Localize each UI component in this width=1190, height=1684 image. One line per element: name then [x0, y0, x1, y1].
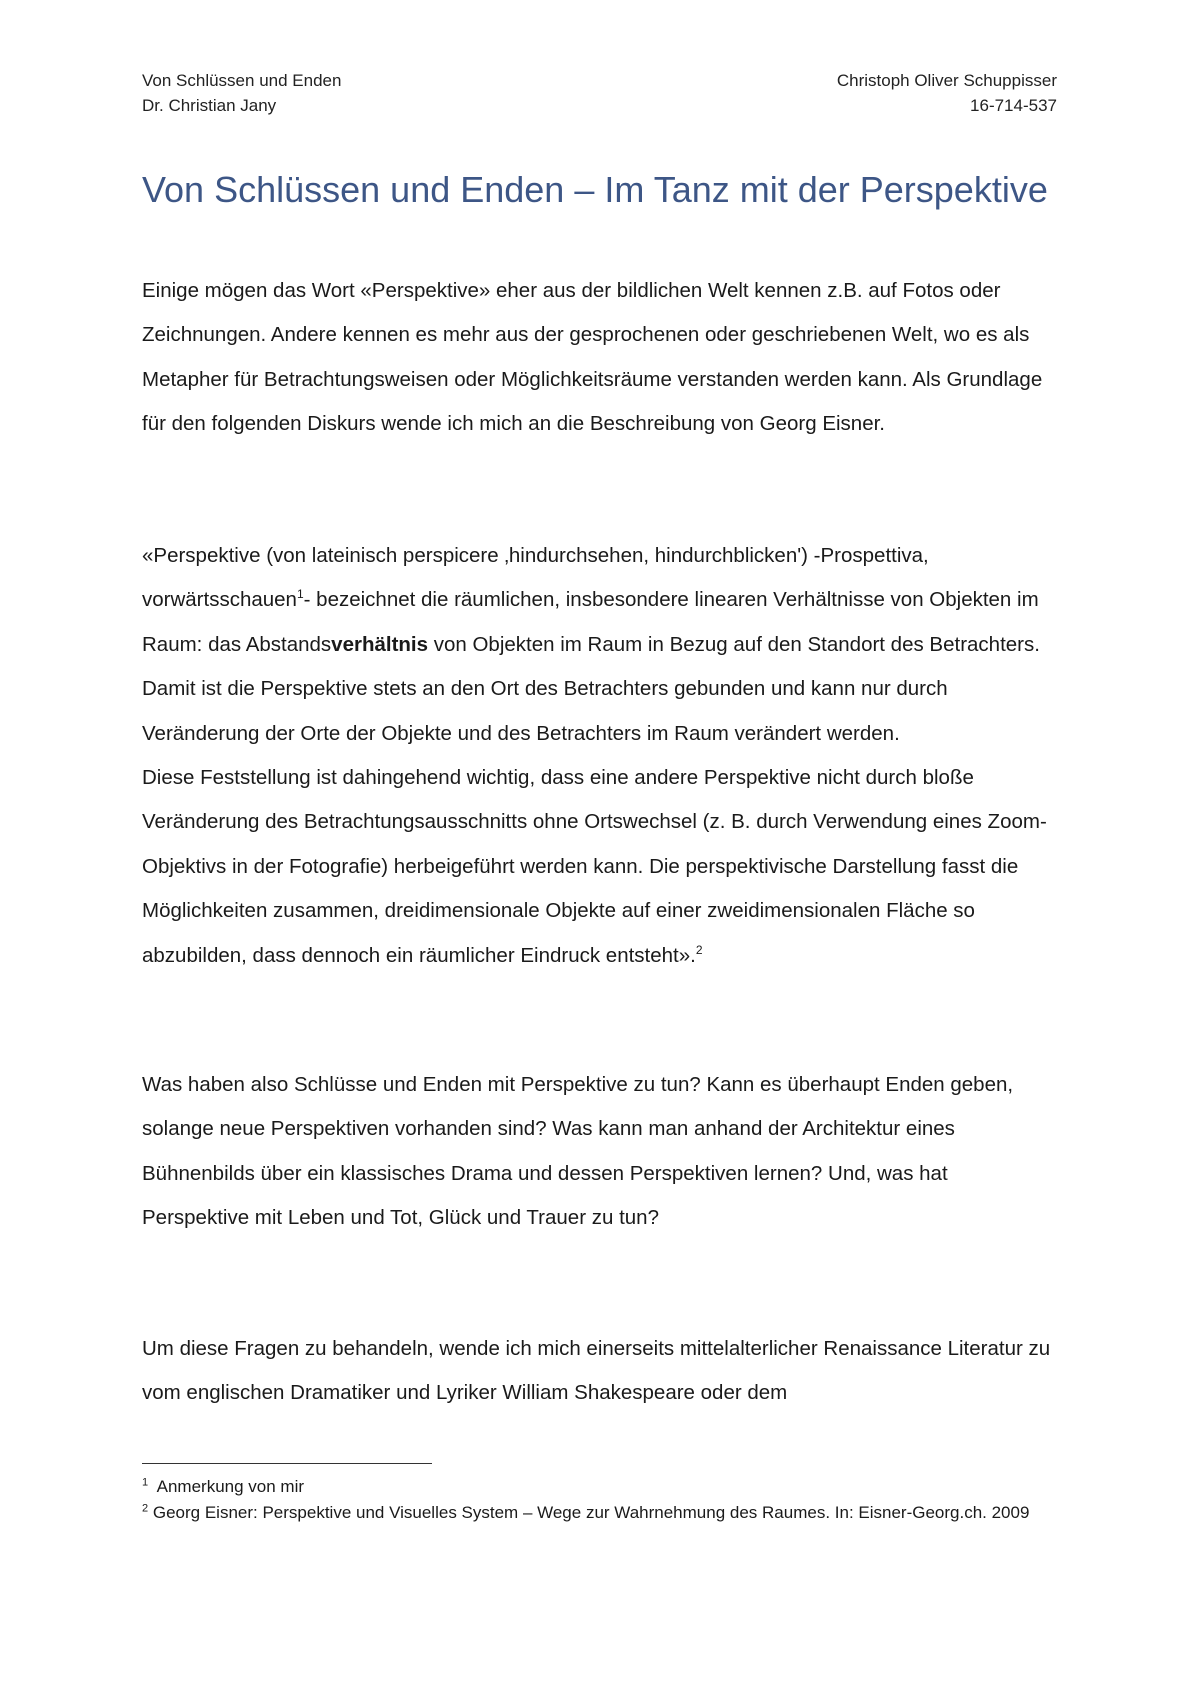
paragraph-questions: Was haben also Schlüsse und Enden mit Perspektive zu tun? Kann es überhaupt Enden geben, solange neue Perspektiven vorhanden sind? Was kann man anhand der Architektur eines Bühnenbilds über ein klassisches Drama und dessen Perspektiven lernen? Und, was hat Perspektive mit Leben und Tot, Glück und Trauer zu tun?	[142, 1073, 1014, 1230]
header-left	[142, 68, 341, 118]
footnote-2	[142, 1500, 1060, 1526]
footnote-1	[142, 1474, 1060, 1500]
footnote-number: 2	[142, 1502, 149, 1515]
quote-text-part2: - bezeichnet die räumlichen, insbesondere linearen Verhältnisse von Objekten im Raum: das Abstands	[142, 588, 1039, 656]
header-right	[837, 68, 1057, 118]
paragraph-approach: Um diese Fragen zu behandeln, wende ich mich einerseits mittelalterlicher Renaissance Literatur zu vom englischen Dramatiker und Lyriker William Shakespeare oder dem	[142, 1337, 1051, 1405]
footnote-ref-1[interactable]: 1	[296, 587, 304, 602]
quote-text-part3: von Objekten im Raum in Bezug auf den Standort des Betrachters. Damit ist die Perspektive stets an den Ort des Betrachters gebunden und kann nur durch Veränderung der Orte der Objekte und des Betrachters im Raum verändert werden.	[142, 632, 1040, 745]
header-author: Christoph Oliver Schuppisser	[836, 71, 1057, 90]
paragraph-quote	[142, 534, 1060, 978]
footnote-ref-2[interactable]: 2	[695, 942, 703, 957]
footnote-text: Anmerkung von mir	[156, 1477, 305, 1496]
footnote-separator	[142, 1463, 432, 1464]
footnote-text: Georg Eisner: Perspektive und Visuelles System – Wege zur Wahrnehmung des Raumes. In: Eisner-Georg.ch. 2009	[152, 1503, 1030, 1522]
quote-text-part1: «Perspektive (von lateinisch perspicere ‚hindurchsehen, hindurchblicken') -Prospettiva, vorwärtsschauen	[142, 544, 929, 612]
header-course-title: Von Schlüssen und Enden	[142, 71, 342, 90]
quote-bold-word: verhältnis	[331, 632, 429, 656]
quote-text-part4: Diese Feststellung ist dahingehend wichtig, dass eine andere Perspektive nicht durch bloße Veränderung des Betrachtungsausschnitts ohne Ortswechsel (z. B. durch Verwendung eines Zoom-Objektivs in der Fotografie) herbeigeführt werden kann. Die perspektivische Darstellung fasst die Möglichkeiten zusammen, dreidimensionale Objekte auf einer zweidimensionalen Fläche so abzubilden, dass dennoch ein räumlicher Eindruck entsteht».	[142, 766, 1047, 967]
footnote-number: 1	[142, 1476, 149, 1489]
footnotes	[142, 1474, 1060, 1526]
header-lecturer: Dr. Christian Jany	[142, 96, 277, 115]
paragraph-intro: Einige mögen das Wort «Perspektive» eher aus der bildlichen Welt kennen z.B. auf Fotos oder Zeichnungen. Andere kennen es mehr aus der gesprochenen oder geschriebenen Welt, wo es als Metapher für Betrachtungsweisen oder Möglichkeitsräume verstanden werden kann. Als Grundlage für den folgenden Diskurs wende ich mich an die Beschreibung von Georg Eisner.	[142, 279, 1043, 436]
header-student-number: 16-714-537	[970, 96, 1057, 115]
document-title: Von Schlüssen und Enden – Im Tanz mit der Perspektive	[142, 169, 1048, 210]
